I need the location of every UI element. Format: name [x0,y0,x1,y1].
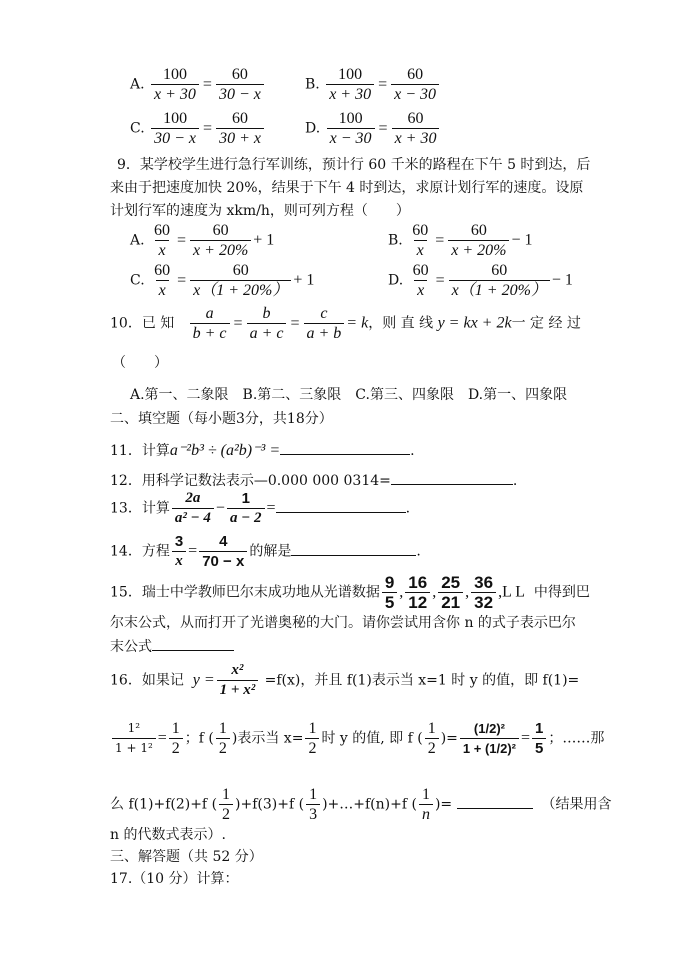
answer-blank [276,498,406,513]
q9-option-a: A. $\frac{60}{x}$ = $\frac{60}{x + 20\%}$ + 1 [130,222,275,259]
q8-option-c: C. $\frac{100}{30 - x}$ = $\frac{60}{30 + x}$ [130,110,266,147]
answer-blank [152,636,234,651]
q16-line-3: 么 f(1)+f(2)+f ( $\frac{1}{2}$ )+f(3)+f ( $\frac{1}{3}$ )+…+f(n)+f ( $\frac{1}{n}$ )= （结果用含 [110,786,612,823]
fraction: $\frac{4}{70 - x}$ [199,533,247,570]
fraction: $\frac{36}{32}$ [471,574,496,611]
option-label: C. [130,120,145,137]
fraction: $\frac{60}{x + 20\%}$ [448,222,509,259]
fraction: $\frac{c}{a + b}$ [304,305,345,342]
q9-option-c: C. $\frac{60}{x}$ = $\frac{60}{x(1 + 20\%)}$ + 1 [130,262,315,299]
answer-blank [457,794,533,809]
fraction: $\frac{1}{5}$ [532,720,546,757]
fraction: $\frac{1}{2}$ [219,786,233,823]
section-2-heading: 二、填空题（每小题3分，共18分） [110,411,333,427]
fraction: $\frac{1}{2}$ [425,720,439,757]
fraction: $\frac{60}{x(1 + 20\%)}$ [449,262,550,299]
q15-line-2: 尔末公式，从而打开了光谱奥秘的大门。请你尝试用含你 n 的式子表示巴尔 [110,615,576,631]
answer-blank [280,440,410,455]
fraction: $\frac{3}{x}$ [172,533,186,570]
q9-line-2: 来由于把速度加快 20%，结果于下午 4 时到达，求原计划行军的速度。设原 [110,180,584,196]
option-label: D. [305,120,321,137]
fraction: $\frac{60}{30 + x}$ [216,110,264,147]
fraction: $\frac{25}{21}$ [438,574,463,611]
fraction: $\frac{\text{(1/2)²}}{\text{1 + (1/2)²}}$ [460,720,519,757]
fraction: $\frac{9}{5}$ [382,574,397,611]
fraction: $\frac{60}{x}$ [412,262,429,299]
q12: 12．用科学记数法表示—0.000 000 0314= . [110,470,517,490]
fraction: $\frac{60}{x}$ [154,262,171,299]
fraction: $\frac{1}{2}$ [216,720,230,757]
q17: 17.（10 分）计算： [110,871,239,887]
fraction: $\frac{\text{x²}}{\text{1 + x²}}$ [217,662,259,699]
fraction: $\frac{1}{2}$ [305,720,319,757]
q10-stem: 10．已 知 $\frac{a}{b + c}$ = $\frac{b}{a + c}$ = $\frac{c}{a + b}$ = k，则 直 线 y = kx + 2k一 定 经 过 [110,305,581,342]
fraction: $\frac{100}{x + 30}$ [326,66,374,103]
fraction: $\frac{60}{x(1 + 20\%)}$ [190,262,291,299]
answer-blank [391,470,513,485]
fraction: $\frac{1}{2}$ [169,720,183,757]
q16-line-2: $\frac{\text{1²}}{\text{1 + 1²}}$ = $\frac{1}{2}$ ；f ( $\frac{1}{2}$ )表示当 x= $\frac{1}{2}$ 时 y 的值, 即 f ( $\frac{1}{2}$ )= $\frac{\text{(1/2)²}}{\text{1 + (1/2)²}}$ = $\frac{1}{5}$ ；……那 [110,720,604,757]
section-3-heading: 三、解答题（共 52 分） [110,849,263,865]
q15-line-1: 15．瑞士中学教师巴尔末成功地从光谱数据 $\frac{9}{5}$ , $\frac{16}{12}$ , $\frac{25}{21}$ , $\frac{36}{32}$ ,L L 中得到巴 [110,573,590,612]
fraction: $\frac{a}{b + c}$ [190,305,230,342]
q9-option-d: D. $\frac{60}{x}$ = $\frac{60}{x(1 + 20\%)}$ − 1 [388,262,573,299]
fraction: $\frac{60}{x + 20\%}$ [190,222,251,259]
fraction: $\frac{100}{x - 30}$ [327,110,375,147]
fraction: $\frac{60}{x}$ [412,222,429,259]
fraction: $\frac{100}{x + 30}$ [151,66,199,103]
fraction: $\frac{60}{x - 30}$ [391,66,439,103]
fraction: $\frac{16}{12}$ [405,574,430,611]
q16-line-4: n 的代数式表示）. [110,827,226,843]
q8-option-d: D. $\frac{100}{x - 30}$ = $\frac{60}{x + 30}$ [305,110,441,147]
option-label: A. [130,76,145,93]
q13: 13．计算 $\frac{2a}{\text{a² − 4}}$ − $\frac{1}{a - 2}$ = . [110,490,411,526]
q14: 14．方程 $\frac{3}{x}$ = $\frac{4}{70 - x}$ 的解是 . [110,533,421,570]
q9-option-b: B. $\frac{60}{x}$ = $\frac{60}{x + 20\%}$ − 1 [388,222,533,259]
q10-paren: （ ） [112,355,168,371]
fraction: $\frac{1}{3}$ [306,786,320,823]
fraction: $\frac{60}{x + 30}$ [392,110,440,147]
fraction: $\frac{60}{30 - x}$ [216,66,264,103]
option-label: B. [305,76,320,93]
q11: 11．计算a⁻²b³ ÷ (a²b)⁻³ = . [110,442,415,459]
q8-option-b: B. $\frac{100}{x + 30}$ = $\frac{60}{x - 30}$ [305,66,441,103]
fraction: $\frac{b}{a + c}$ [247,305,287,342]
q16-line-1: 16．如果记 y = $\frac{\text{x²}}{\text{1 + x²}}$ =f(x)，并且 f(1)表示当 x=1 时 y 的值，即 f(1)= [110,662,580,698]
fraction: $\frac{60}{x}$ [154,222,171,259]
q8-option-a: A. $\frac{100}{x + 30}$ = $\frac{60}{30 - x}$ [130,66,266,103]
fraction: $\frac{1}{n}$ [419,786,433,823]
q15-line-3: 末公式 [110,636,234,656]
fraction: $\frac{1}{a - 2}$ [227,490,265,527]
q10-options: A.第一、二象限 B.第二、三象限 C.第三、四象限 D.第一、四象限 [130,387,568,403]
fraction: $\frac{100}{30 - x}$ [151,110,199,147]
q9-line-3: 计划行军的速度为 xkm/h，则可列方程（ ） [110,203,410,219]
answer-blank [291,541,416,556]
fraction: $\frac{\text{1²}}{\text{1 + 1²}}$ [112,720,156,757]
q9-line-1: 9．某学校学生进行急行军训练，预计行 60 千米的路程在下午 5 时到达，后 [117,157,591,173]
fraction: $\frac{2a}{\text{a² − 4}}$ [172,490,214,527]
